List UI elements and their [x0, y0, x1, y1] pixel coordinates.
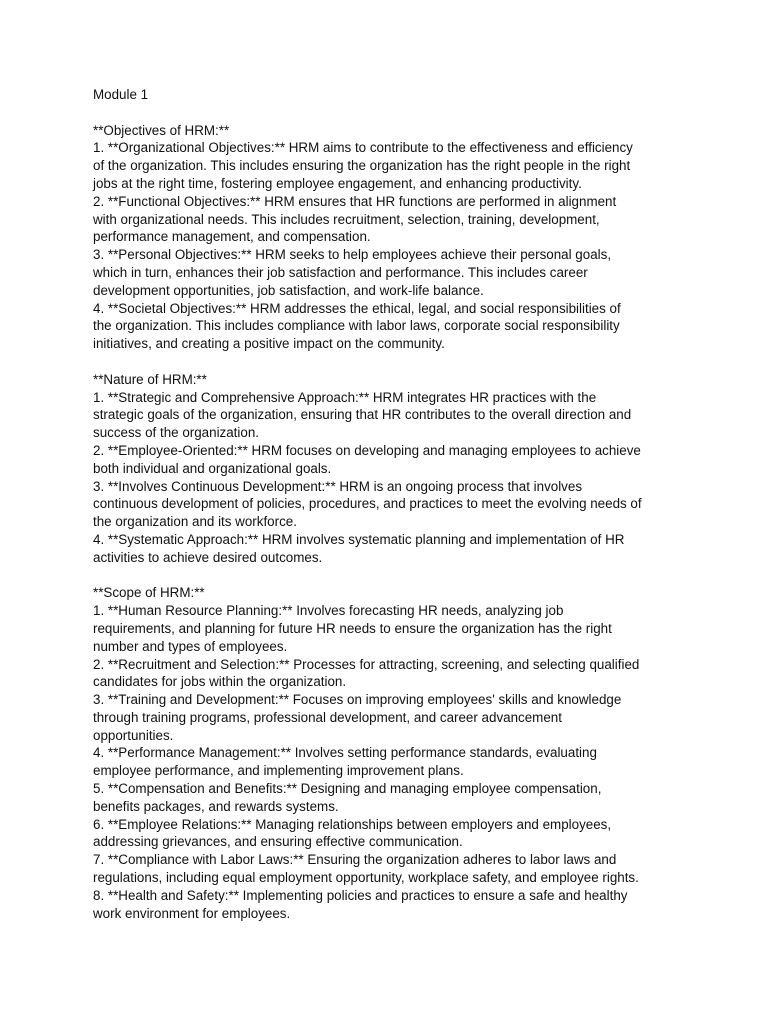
section-heading: **Scope of HRM:**	[93, 585, 205, 601]
text-line: candidates for jobs within the organization.	[93, 674, 347, 690]
text-line: through training programs, professional development, and career advancement	[93, 709, 562, 725]
text-line: 2. **Recruitment and Selection:** Processes for attracting, screening, and selecting qualified	[93, 656, 640, 672]
text-line: 4. **Societal Objectives:** HRM addresses the ethical, legal, and social responsibilities of	[93, 300, 621, 316]
section-objectives	[93, 122, 693, 353]
text-line: the organization and its workforce.	[93, 514, 297, 530]
section-scope	[93, 584, 693, 922]
text-line: requirements, and planning for future HR needs to ensure the organization has the right	[93, 620, 612, 636]
spacer	[93, 567, 693, 585]
text-line: 4. **Performance Management:** Involves setting performance standards, evaluating	[93, 745, 597, 761]
document-page	[93, 86, 693, 922]
text-line: with organizational needs. This includes recruitment, selection, training, development,	[93, 211, 600, 227]
text-line: addressing grievances, and ensuring effective communication.	[93, 834, 463, 850]
text-line: 1. **Organizational Objectives:** HRM aims to contribute to the effectiveness and efficiency	[93, 140, 633, 156]
text-line: which in turn, enhances their job satisfaction and performance. This includes career	[93, 264, 588, 280]
text-line: 1. **Human Resource Planning:** Involves forecasting HR needs, analyzing job	[93, 603, 564, 619]
text-line: strategic goals of the organization, ensuring that HR contributes to the overall direction and	[93, 407, 632, 423]
spacer	[93, 104, 693, 122]
text-line: employee performance, and implementing improvement plans.	[93, 763, 464, 779]
document-title: Module 1	[93, 87, 149, 102]
text-line: of the organization. This includes ensuring the organization has the right people in the right	[93, 158, 631, 174]
spacer	[93, 353, 693, 371]
text-line: success of the organization.	[93, 425, 259, 441]
text-line: 4. **Systematic Approach:** HRM involves systematic planning and implementation of HR	[93, 531, 625, 547]
text-line: 3. **Training and Development:** Focuses on improving employees' skills and knowledge	[93, 692, 622, 708]
text-line: jobs at the right time, fostering employee engagement, and enhancing productivity.	[93, 175, 582, 191]
text-line: the organization. This includes compliance with labor laws, corporate social responsibility	[93, 318, 620, 334]
text-line: work environment for employees.	[93, 905, 291, 921]
text-line: 3. **Personal Objectives:** HRM seeks to help employees achieve their personal goals,	[93, 247, 612, 263]
text-line: activities to achieve desired outcomes.	[93, 549, 323, 565]
text-line: both individual and organizational goals.	[93, 460, 332, 476]
text-line: benefits packages, and rewards systems.	[93, 798, 339, 814]
text-line: 3. **Involves Continuous Development:** HRM is an ongoing process that involves	[93, 478, 583, 494]
section-heading: **Objectives of HRM:**	[93, 122, 230, 138]
text-line: regulations, including equal employment opportunity, workplace safety, and employee rights.	[93, 870, 639, 886]
section-heading: **Nature of HRM:**	[93, 371, 207, 387]
section-nature	[93, 371, 693, 567]
text-line: 2. **Employee-Oriented:** HRM focuses on developing and managing employees to achieve	[93, 442, 641, 458]
text-line: development opportunities, job satisfaction, and work-life balance.	[93, 282, 484, 298]
text-line: continuous development of policies, procedures, and practices to meet the evolving needs of	[93, 496, 642, 512]
text-line: opportunities.	[93, 727, 174, 743]
text-line: number and types of employees.	[93, 638, 288, 654]
text-line: 7. **Compliance with Labor Laws:** Ensuring the organization adheres to labor laws and	[93, 852, 617, 868]
text-line: 2. **Functional Objectives:** HRM ensures that HR functions are performed in alignment	[93, 193, 617, 209]
text-line: 5. **Compensation and Benefits:** Designing and managing employee compensation,	[93, 781, 602, 797]
text-line: 1. **Strategic and Comprehensive Approach:** HRM integrates HR practices with the	[93, 389, 597, 405]
text-line: initiatives, and creating a positive impact on the community.	[93, 336, 445, 352]
text-line: performance management, and compensation.	[93, 229, 371, 245]
text-line: 6. **Employee Relations:** Managing relationships between employers and employees,	[93, 816, 612, 832]
text-line: 8. **Health and Safety:** Implementing policies and practices to ensure a safe and healthy	[93, 887, 628, 903]
